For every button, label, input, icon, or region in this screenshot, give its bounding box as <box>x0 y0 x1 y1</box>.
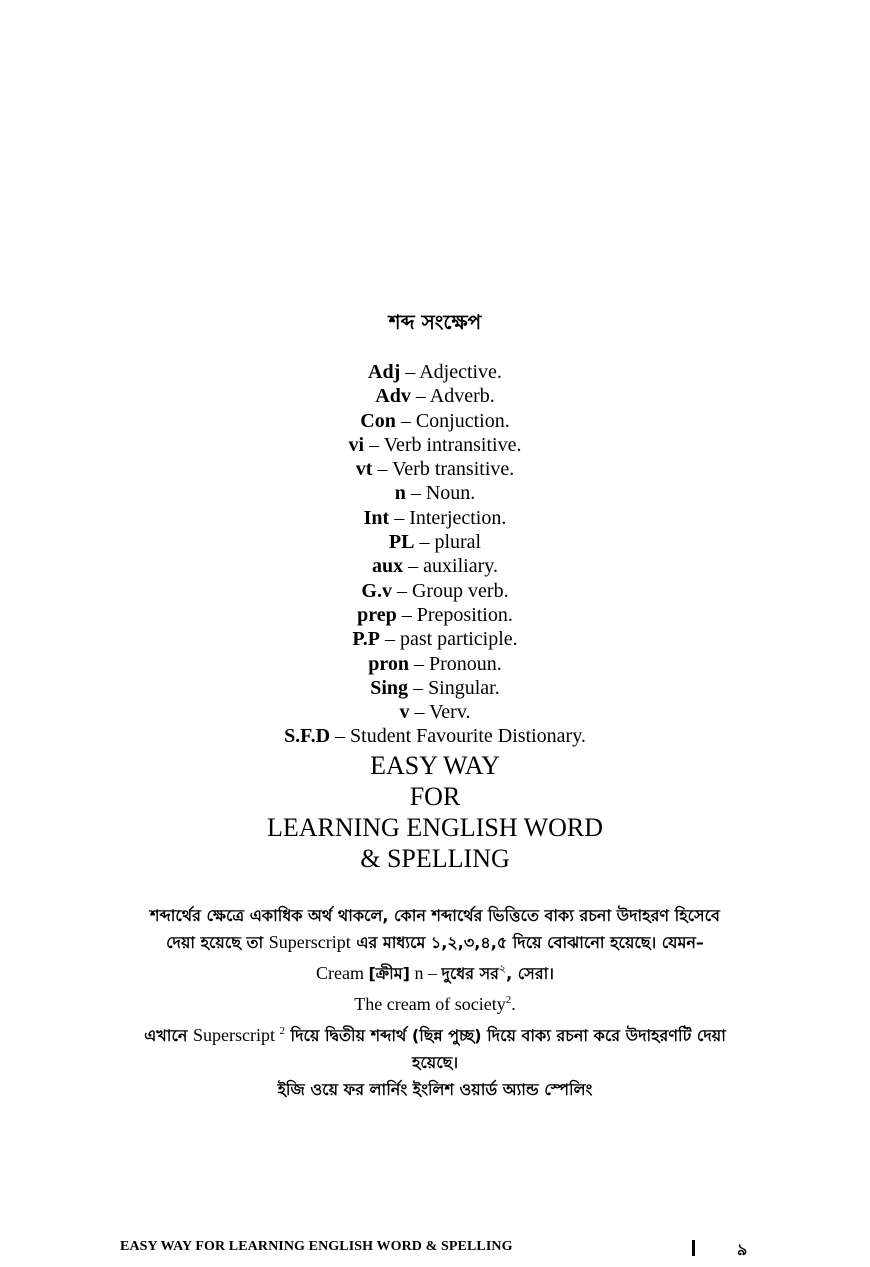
abbreviation-item <box>0 676 870 700</box>
superscript: 2 <box>279 1025 285 1037</box>
superscript: 2 <box>505 994 512 1006</box>
book-title-line: & SPELLING <box>360 844 510 873</box>
abbreviation-key: vi <box>348 433 365 456</box>
abbreviation-item <box>0 433 870 457</box>
page-number: ৯ <box>737 1240 748 1259</box>
abbreviation-separator: – <box>372 458 393 481</box>
abbreviation-key: aux <box>372 555 404 578</box>
note-text: Superscript <box>268 932 351 952</box>
abbreviation-separator: – <box>409 701 430 724</box>
book-title-line: EASY WAY <box>370 751 500 780</box>
note-line <box>105 987 765 1018</box>
abbreviation-separator: – <box>396 603 417 626</box>
abbreviation-separator: – <box>414 531 435 554</box>
abbreviation-item <box>0 700 870 724</box>
note-text: [ক্রীম] <box>368 964 410 983</box>
abbreviation-item <box>0 627 870 651</box>
notes-paragraph <box>105 902 765 1103</box>
abbreviation-separator: – <box>405 482 426 505</box>
abbreviation-value: Singular. <box>428 676 500 699</box>
page-heading: শব্দ সংক্ষেপ <box>388 310 482 334</box>
abbreviation-item <box>0 554 870 578</box>
abbreviation-item <box>0 360 870 384</box>
abbreviation-item <box>0 481 870 505</box>
abbreviation-key: v <box>399 701 410 724</box>
abbreviation-value: Preposition. <box>416 603 513 626</box>
abbreviation-separator: – <box>410 385 430 408</box>
note-line <box>105 956 765 987</box>
abbreviation-value: Noun. <box>425 482 476 505</box>
abbreviation-key: vt <box>355 458 373 481</box>
abbreviation-key: pron <box>368 652 409 675</box>
abbreviation-item <box>0 652 870 676</box>
abbreviation-key: G.v <box>361 579 392 602</box>
note-text: , সেরা। <box>506 964 555 983</box>
abbreviation-key: n <box>394 482 406 505</box>
abbreviation-separator: – <box>389 506 410 529</box>
abbreviation-key: Sing <box>370 676 409 699</box>
note-text: দুধের সর <box>441 964 499 983</box>
note-text: n – <box>409 963 442 983</box>
abbreviation-separator: – <box>391 579 412 602</box>
abbreviation-value: Interjection. <box>409 506 507 529</box>
note-line <box>105 1018 765 1049</box>
abbreviation-separator: – <box>408 676 429 699</box>
abbreviation-item <box>0 384 870 408</box>
abbreviation-key: S.F.D <box>284 725 331 748</box>
abbreviation-key: Int <box>363 506 390 529</box>
footer-divider <box>692 1240 695 1256</box>
note-text: এখানে <box>144 1026 193 1045</box>
abbreviation-value: Student Favourite Distionary. <box>350 725 586 748</box>
abbreviation-item <box>0 579 870 603</box>
abbreviation-value: auxiliary. <box>423 555 498 578</box>
book-title-line: FOR <box>409 782 461 811</box>
note-text: The cream of society <box>354 994 506 1014</box>
abbreviation-value: Verv. <box>429 701 471 724</box>
abbreviation-item <box>0 603 870 627</box>
abbreviation-value: past participle. <box>399 628 518 651</box>
superscript: ২ <box>498 963 507 975</box>
note-text: এর মাধ্যমে ১,২,৩,৪,৫ দিয়ে বোঝানো হয়েছে। যেমন– <box>350 933 704 952</box>
abbreviation-value: Pronoun. <box>428 652 502 675</box>
abbreviation-value: Adverb. <box>429 385 495 408</box>
note-text: দেয়া হয়েছে তা <box>166 933 269 952</box>
note-line: হয়েছে। <box>411 1053 459 1072</box>
abbreviation-key: Adv <box>375 385 411 408</box>
abbreviation-key: prep <box>357 603 397 626</box>
note-line: ইজি ওয়ে ফর লার্নিং ইংলিশ ওয়ার্ড অ্যান্ড স্পেলিং <box>277 1080 593 1099</box>
note-text: Cream <box>315 963 369 983</box>
abbreviation-value: Verb intransitive. <box>383 433 522 456</box>
abbreviation-item <box>0 457 870 481</box>
abbreviation-value: Conjuction. <box>415 409 510 432</box>
abbreviation-item <box>0 409 870 433</box>
abbreviation-separator: – <box>379 628 400 651</box>
abbreviation-item <box>0 506 870 530</box>
note-line <box>105 929 765 956</box>
abbreviation-item <box>0 530 870 554</box>
note-text: Superscript <box>193 1025 280 1045</box>
abbreviation-list <box>0 360 870 749</box>
abbreviation-key: Con <box>360 409 396 432</box>
abbreviation-separator: – <box>330 725 351 748</box>
note-text: দিয়ে দ্বিতীয় শব্দার্থ (ছিন্ন পুচ্ছ) দিয়ে বাক্য রচনা করে উদাহরণটি দেয়া <box>284 1026 726 1045</box>
abbreviation-value: Adjective. <box>419 361 502 383</box>
book-title-line: LEARNING ENGLISH WORD <box>266 813 604 842</box>
abbreviation-separator: – <box>395 409 416 432</box>
abbreviation-separator: – <box>403 555 424 578</box>
footer-title: EASY WAY FOR LEARNING ENGLISH WORD & SPELLING <box>120 1239 513 1254</box>
book-title <box>0 750 870 874</box>
abbreviation-key: PL <box>388 531 415 554</box>
abbreviation-item <box>0 724 870 748</box>
abbreviation-value: Verb transitive. <box>392 458 515 481</box>
abbreviation-key: Adj <box>368 361 401 383</box>
note-text: . <box>511 994 516 1014</box>
abbreviation-value: Group verb. <box>411 579 509 602</box>
abbreviation-key: P.P <box>352 628 380 651</box>
abbreviation-separator: – <box>408 652 429 675</box>
abbreviation-value: plural <box>434 531 482 554</box>
note-line: শব্দার্থের ক্ষেত্রে একাধিক অর্থ থাকলে, কোন শব্দার্থের ভিত্তিতে বাক্য রচনা উদাহরণ হিসেবে <box>150 906 720 925</box>
abbreviation-separator: – <box>364 433 384 456</box>
abbreviation-separator: – <box>400 361 420 383</box>
